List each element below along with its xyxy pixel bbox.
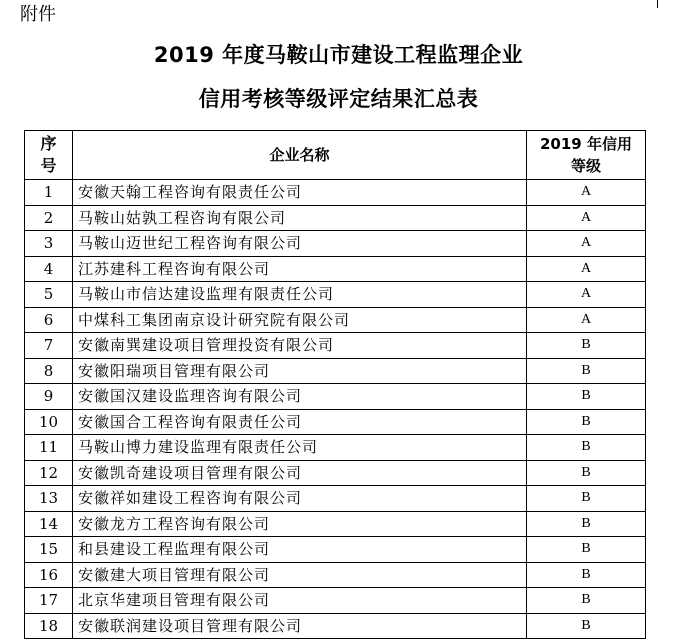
company-name-cell: 安徽南巽建设项目管理投资有限公司 xyxy=(73,333,527,359)
serial-number-cell: 12 xyxy=(25,460,73,486)
credit-grade-cell: B xyxy=(527,588,646,614)
credit-grade-cell: B xyxy=(527,435,646,461)
company-name-cell: 马鞍山市信达建设监理有限责任公司 xyxy=(73,282,527,308)
serial-number-cell: 14 xyxy=(25,511,73,537)
header-credit-grade xyxy=(527,131,646,180)
credit-grade-cell: A xyxy=(527,180,646,206)
table-row xyxy=(25,562,646,588)
credit-grade-cell: B xyxy=(527,409,646,435)
header-company-name: 企业名称 xyxy=(73,131,527,180)
page-corner-mark xyxy=(657,0,658,8)
credit-grade-cell: A xyxy=(527,307,646,333)
serial-number-cell: 1 xyxy=(25,180,73,206)
credit-grade-cell: B xyxy=(527,358,646,384)
document-title-line-2: 信用考核等级评定结果汇总表 xyxy=(198,87,479,111)
credit-grade-cell: B xyxy=(527,511,646,537)
company-name-cell: 安徽阳瑞项目管理有限公司 xyxy=(73,358,527,384)
table-row xyxy=(25,358,646,384)
company-name-cell: 北京华建项目管理有限公司 xyxy=(73,588,527,614)
attachment-label: 附件 xyxy=(20,4,56,25)
table-row xyxy=(25,256,646,282)
company-name-cell: 马鞍山博力建设监理有限责任公司 xyxy=(73,435,527,461)
table-row xyxy=(25,511,646,537)
credit-grade-cell: B xyxy=(527,460,646,486)
serial-number-cell: 4 xyxy=(25,256,73,282)
serial-number-cell: 15 xyxy=(25,537,73,563)
table-row xyxy=(25,409,646,435)
table-row xyxy=(25,486,646,512)
serial-number-cell: 8 xyxy=(25,358,73,384)
credit-grade-cell: A xyxy=(527,282,646,308)
serial-number-cell: 10 xyxy=(25,409,73,435)
table-row xyxy=(25,588,646,614)
serial-number-cell: 17 xyxy=(25,588,73,614)
table-row xyxy=(25,460,646,486)
header-serial-line-2: 号 xyxy=(40,156,57,175)
credit-grade-cell: B xyxy=(527,562,646,588)
company-name-cell: 安徽祥如建设工程咨询有限公司 xyxy=(73,486,527,512)
credit-grade-cell: B xyxy=(527,486,646,512)
serial-number-cell: 16 xyxy=(25,562,73,588)
serial-number-cell: 3 xyxy=(25,231,73,257)
credit-grade-cell: B xyxy=(527,537,646,563)
serial-number-cell: 6 xyxy=(25,307,73,333)
header-serial-line-1: 序 xyxy=(40,134,57,153)
table-row xyxy=(25,384,646,410)
credit-grade-cell: B xyxy=(527,333,646,359)
credit-grade-cell: B xyxy=(527,384,646,410)
header-serial-number xyxy=(25,131,73,180)
serial-number-cell: 13 xyxy=(25,486,73,512)
company-name-cell: 安徽天翰工程咨询有限责任公司 xyxy=(73,180,527,206)
company-name-cell: 安徽凯奇建设项目管理有限公司 xyxy=(73,460,527,486)
company-name-cell: 安徽建大项目管理有限公司 xyxy=(73,562,527,588)
credit-grade-cell: A xyxy=(527,231,646,257)
table-row xyxy=(25,180,646,206)
company-name-cell: 中煤科工集团南京设计研究院有限公司 xyxy=(73,307,527,333)
table-header-row xyxy=(25,131,646,180)
table-row xyxy=(25,613,646,639)
serial-number-cell: 18 xyxy=(25,613,73,639)
table-row xyxy=(25,537,646,563)
serial-number-cell: 2 xyxy=(25,205,73,231)
serial-number-cell: 9 xyxy=(25,384,73,410)
serial-number-cell: 5 xyxy=(25,282,73,308)
credit-grade-table xyxy=(24,130,646,639)
company-name-cell: 马鞍山迈世纪工程咨询有限公司 xyxy=(73,231,527,257)
company-name-cell: 江苏建科工程咨询有限公司 xyxy=(73,256,527,282)
serial-number-cell: 7 xyxy=(25,333,73,359)
company-name-cell: 马鞍山姑孰工程咨询有限公司 xyxy=(73,205,527,231)
table-row xyxy=(25,282,646,308)
credit-grade-cell: A xyxy=(527,256,646,282)
company-name-cell: 安徽联润建设项目管理有限公司 xyxy=(73,613,527,639)
header-grade-line-1: 2019 年信用 xyxy=(540,135,632,153)
credit-grade-cell: B xyxy=(527,613,646,639)
table-row xyxy=(25,333,646,359)
table-row xyxy=(25,307,646,333)
credit-grade-cell: A xyxy=(527,205,646,231)
table-row xyxy=(25,435,646,461)
table-body xyxy=(25,180,646,639)
company-name-cell: 和县建设工程监理有限公司 xyxy=(73,537,527,563)
serial-number-cell: 11 xyxy=(25,435,73,461)
table-row xyxy=(25,231,646,257)
company-name-cell: 安徽国合工程咨询有限责任公司 xyxy=(73,409,527,435)
document-title-line-1: 2019 年度马鞍山市建设工程监理企业 xyxy=(153,43,524,67)
table-row xyxy=(25,205,646,231)
header-grade-line-2: 等级 xyxy=(570,157,601,175)
company-name-cell: 安徽国汉建设监理咨询有限公司 xyxy=(73,384,527,410)
company-name-cell: 安徽龙方工程咨询有限公司 xyxy=(73,511,527,537)
